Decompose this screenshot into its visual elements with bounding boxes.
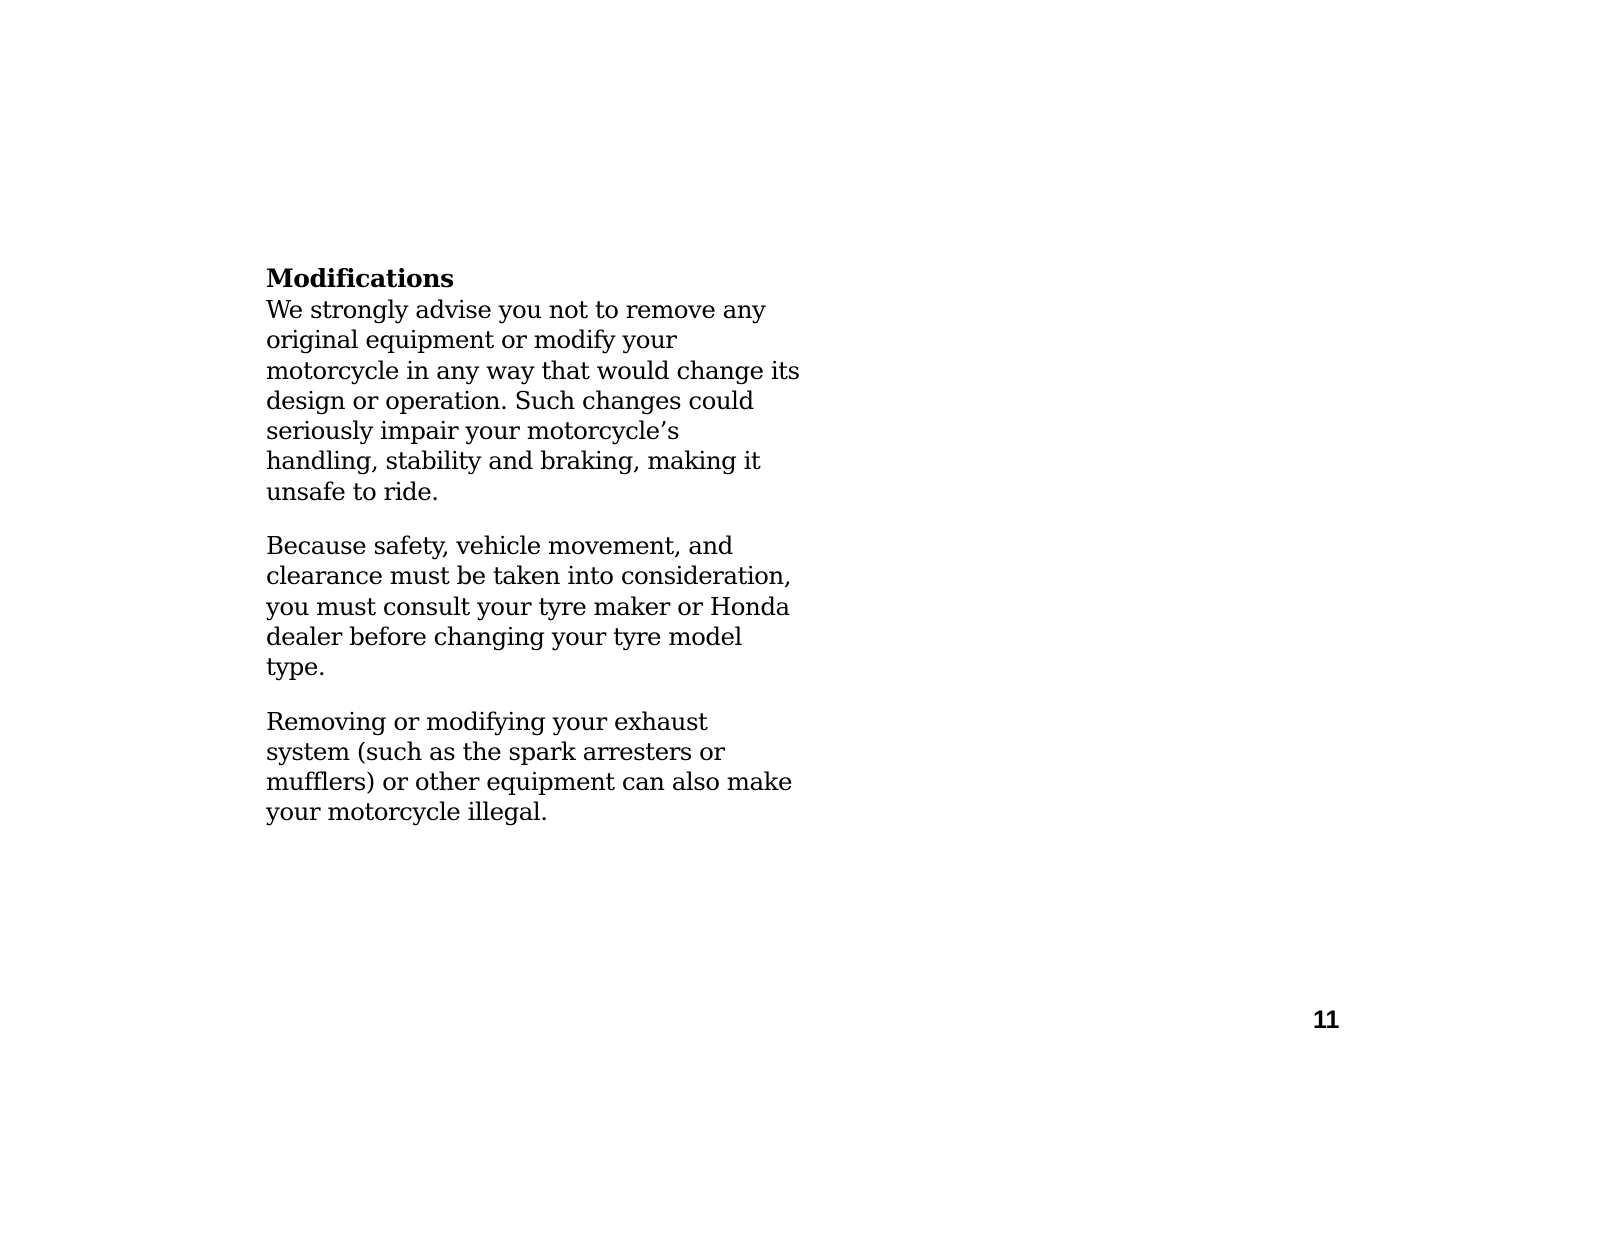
text-line: unsafe to ride. — [266, 476, 439, 506]
text-line: clearance must be taken into consideration, — [266, 561, 791, 591]
text-line: dealer before changing your tyre model — [266, 621, 742, 651]
text-line: Removing or modifying your exhaust — [266, 706, 708, 736]
text-line: system (such as the spark arresters or — [266, 736, 725, 766]
paragraph-exhaust-legality — [266, 707, 796, 828]
text-line: your motorcycle illegal. — [266, 797, 548, 827]
paragraph-tyre-change — [266, 531, 796, 682]
text-line: handling, stability and braking, making it — [266, 446, 761, 476]
text-line: original equipment or modify your — [266, 325, 677, 355]
text-line: mufflers) or other equipment can also make — [266, 767, 792, 797]
text-line: Because safety, vehicle movement, and — [266, 531, 733, 561]
text-line: you must consult your tyre maker or Honda — [266, 591, 790, 621]
text-line: We strongly advise you not to remove any — [266, 295, 766, 324]
text-line: seriously impair your motorcycle’s — [266, 416, 680, 446]
section-heading: Modifications — [266, 264, 454, 293]
page-number: 11 — [1313, 1006, 1340, 1034]
text-line: type. — [266, 652, 326, 682]
paragraph-modifications-advice — [266, 295, 800, 507]
text-line: design or operation. Such changes could — [266, 385, 754, 415]
modifications-section — [266, 263, 800, 852]
text-line: motorcycle in any way that would change its — [266, 355, 800, 385]
